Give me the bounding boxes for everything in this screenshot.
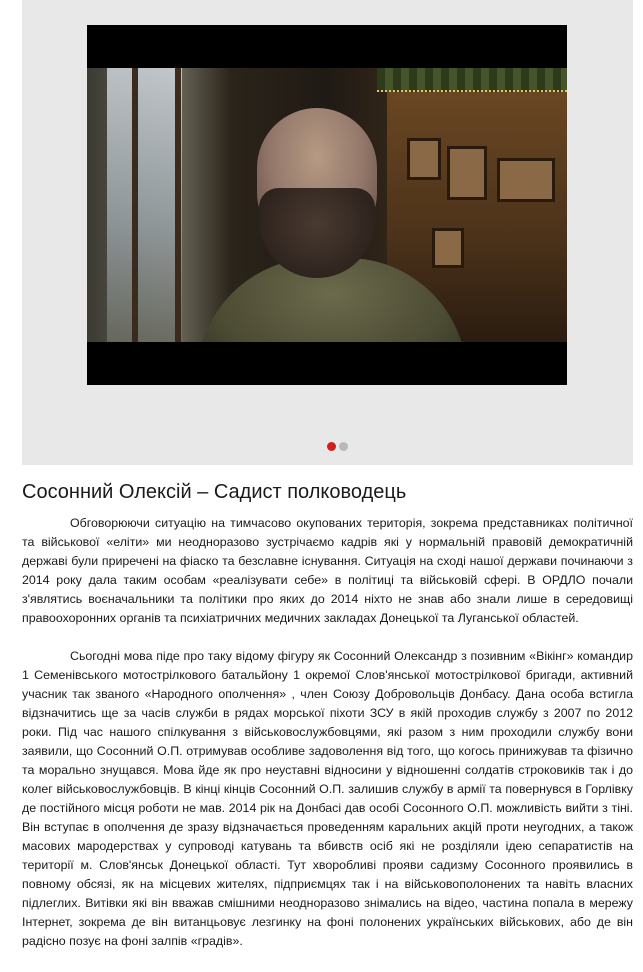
wall-picture [497, 158, 555, 202]
article-body [22, 514, 633, 970]
window-frame [175, 68, 181, 342]
window-frame [132, 68, 138, 342]
article-title: Сосонний Олексій – Садист полководець [22, 481, 407, 503]
slider-dot-1[interactable] [327, 442, 336, 451]
slide-image[interactable] [87, 25, 567, 385]
wall-picture [432, 228, 464, 268]
garland-decoration [377, 68, 567, 92]
image-slider [22, 0, 633, 465]
video-frame [87, 68, 567, 342]
window-background [107, 68, 182, 342]
slider-dot-2[interactable] [339, 442, 348, 451]
article-paragraph-1: Обговорюючи ситуацію на тимчасово окупованих територія, зокрема представниках політичної та військової «еліти» ми неодноразово зустрічаємо кадрів які у нормальній правовій демократичній державі були приречені на фіаско та безславне існування. Ситуація на сході нашої держави починаючи з 2014 року дала таким особам «реалізувати себе» в політиці та військовій сфері. В ОРДЛО почали з'являтись воєначальники та політики про яких до 2014 ніхто не знав або знали лише в середовищі правоохоронних органів та психіатричних медичних закладах Донецької та Луганської областей. [22, 516, 633, 625]
article-paragraph-2: Сьогодні мова піде про таку відому фігуру як Сосонний Олександр з позивним «Вікінг» командир 1 Семенівського мотострілкового батальйону 1 окремої Слов'янської мотострілкової бригади, активний учасник так званого «Народного ополчення» , член Союзу Добровольців Донбасу. Дана особа встигла відзначитись ще за часів служби в рядах морської піхоти ЗСУ в якій проходив службу з 2007 по 2012 роки. Під час нашого спілкування з військовослужбовцями, які разом з ним проходили службу вони заявили, що Сосонний О.П. отримував особливе задоволення від того, що когось принижував та фізично та морально знущався. Мова йде як про неуставні відносини у відношенні солдатів строковиків так і до колег військовослужбовців. В кінці кінців Сосонний О.П. залишив службу в армії та повернувся в Горлівку де постійного місця роботи не мав. 2014 рік на Донбасі дав особі Сосонного О.П. можливість вийти з тіні. Він вступає в ополчення де зразу відзначається проведенням каральних акцій проти неугодних, а також масових мародерствах у супроводі катувань та вбивств осіб які не розділяли ідею сепаратистів на території м. Слов'янськ Донецької області. Тут хворобливі прояви садизму Сосонного проявились в повному обсязі, як на місцевих жителях, підприємцях так і на військовополонених та навіть власних підлеглих. Витівки які він вважав смішними неодноразово знімались на відео, частина попала в мережу Інтернет, зокрема де він витанцьовує лезгинку на фоні полонених українських військових, або де він радісно позує на фоні залпів «градів». [22, 649, 633, 948]
slider-pagination [22, 442, 643, 452]
wall-picture [447, 146, 487, 200]
wall-picture [407, 138, 441, 180]
